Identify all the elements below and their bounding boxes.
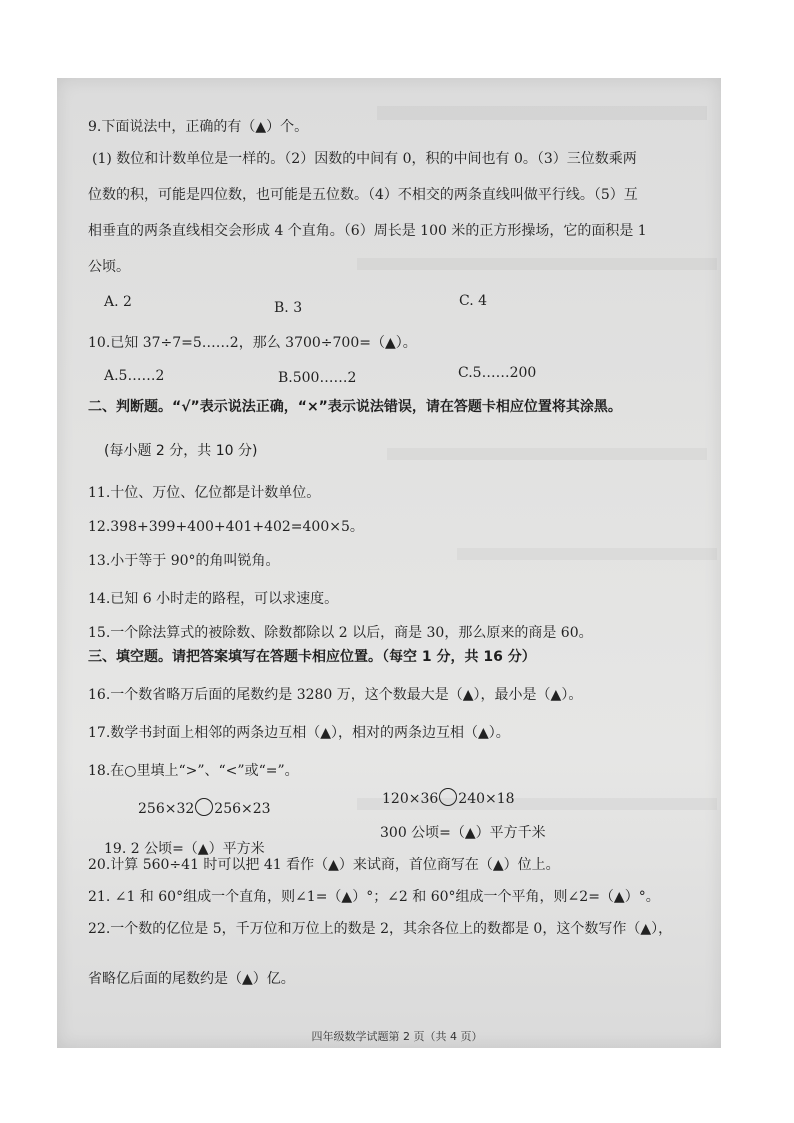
q13: 13.小于等于 90°的角叫锐角。: [88, 553, 280, 569]
q10-option-a: A.5……2: [104, 368, 165, 384]
show-through-mark: [377, 106, 707, 120]
section2-note: (每小题 2 分，共 10 分): [104, 443, 258, 459]
q18-right-b: 240×18: [458, 791, 515, 807]
q18-right-a: 120×36: [382, 791, 439, 807]
q9-stem: 9.下面说法中，正确的有（▲）个。: [88, 119, 309, 135]
section3-title: 三、填空题。请把答案填写在答题卡相应位置。（每空 1 分，共 16 分）: [88, 649, 536, 665]
q10-option-b: B.500……2: [278, 370, 357, 386]
q22-line-1: 22.一个数的亿位是 5，千万位和万位上的数是 2，其余各位上的数都是 0，这个数写作（▲），: [88, 921, 673, 937]
q18-left-comparison: [138, 798, 271, 817]
q18-left-b: 256×23: [214, 801, 271, 817]
q9-option-c: C. 4: [459, 293, 488, 309]
q12: 12.398+399+400+401+402=400×5。: [88, 519, 364, 535]
show-through-mark: [357, 258, 717, 270]
q9-line-1: (1) 数位和计数单位是一样的。（2）因数的中间有 0，积的中间也有 0。（3）三位数乘两: [92, 151, 637, 167]
q20: 20.计算 560÷41 时可以把 41 看作（▲）来试商，首位商写在（▲）位上。: [88, 857, 560, 873]
q9-line-2: 位数的积，可能是四位数，也可能是五位数。（4）不相交的两条直线叫做平行线。（5）互: [88, 187, 638, 203]
q10-stem: 10.已知 37÷7=5……2，那么 3700÷700=（▲）。: [88, 335, 417, 351]
q15: 15.一个除法算式的被除数、除数都除以 2 以后，商是 30，那么原来的商是 60。: [88, 625, 593, 641]
compare-circle-icon: [195, 798, 213, 816]
section2-title: 二、判断题。“√”表示说法正确，“×”表示说法错误，请在答题卡相应位置将其涂黑。: [88, 399, 622, 415]
q16: 16.一个数省略万后面的尾数约是 3280 万，这个数最大是（▲），最小是（▲）。: [88, 687, 583, 703]
compare-circle-icon: [439, 788, 457, 806]
q18: 18.在○里填上“>”、“<”或“=”。: [88, 763, 299, 779]
q22-line-2: 省略亿后面的尾数约是（▲）亿。: [88, 971, 295, 987]
q18-right-comparison: [382, 788, 515, 807]
q19-left: 19. 2 公顷=（▲）平方米: [104, 841, 265, 857]
q9-option-b: B. 3: [274, 300, 303, 316]
show-through-mark: [387, 448, 707, 460]
q21: 21. ∠1 和 60°组成一个直角，则∠1=（▲）°；∠2 和 60°组成一个平角，则∠2=（▲）°。: [88, 889, 660, 905]
q17: 17.数学书封面上相邻的两条边互相（▲），相对的两条边互相（▲）。: [88, 725, 510, 741]
q18-left-a: 256×32: [138, 801, 195, 817]
q9-line-4: 公顷。: [88, 259, 130, 275]
q11: 11.十位、万位、亿位都是计数单位。: [88, 485, 321, 501]
q10-option-c: C.5……200: [458, 365, 537, 381]
q9-line-3: 相垂直的两条直线相交会形成 4 个直角。（6）周长是 100 米的正方形操场，它的面积是 1: [88, 223, 647, 239]
q9-option-a: A. 2: [104, 294, 132, 310]
q14: 14.已知 6 小时走的路程，可以求速度。: [88, 591, 339, 607]
page-footer: 四年级数学试题第 2 页（共 4 页）: [311, 1030, 483, 1043]
q19-right: 300 公顷=（▲）平方千米: [380, 825, 546, 841]
show-through-mark: [457, 548, 717, 560]
